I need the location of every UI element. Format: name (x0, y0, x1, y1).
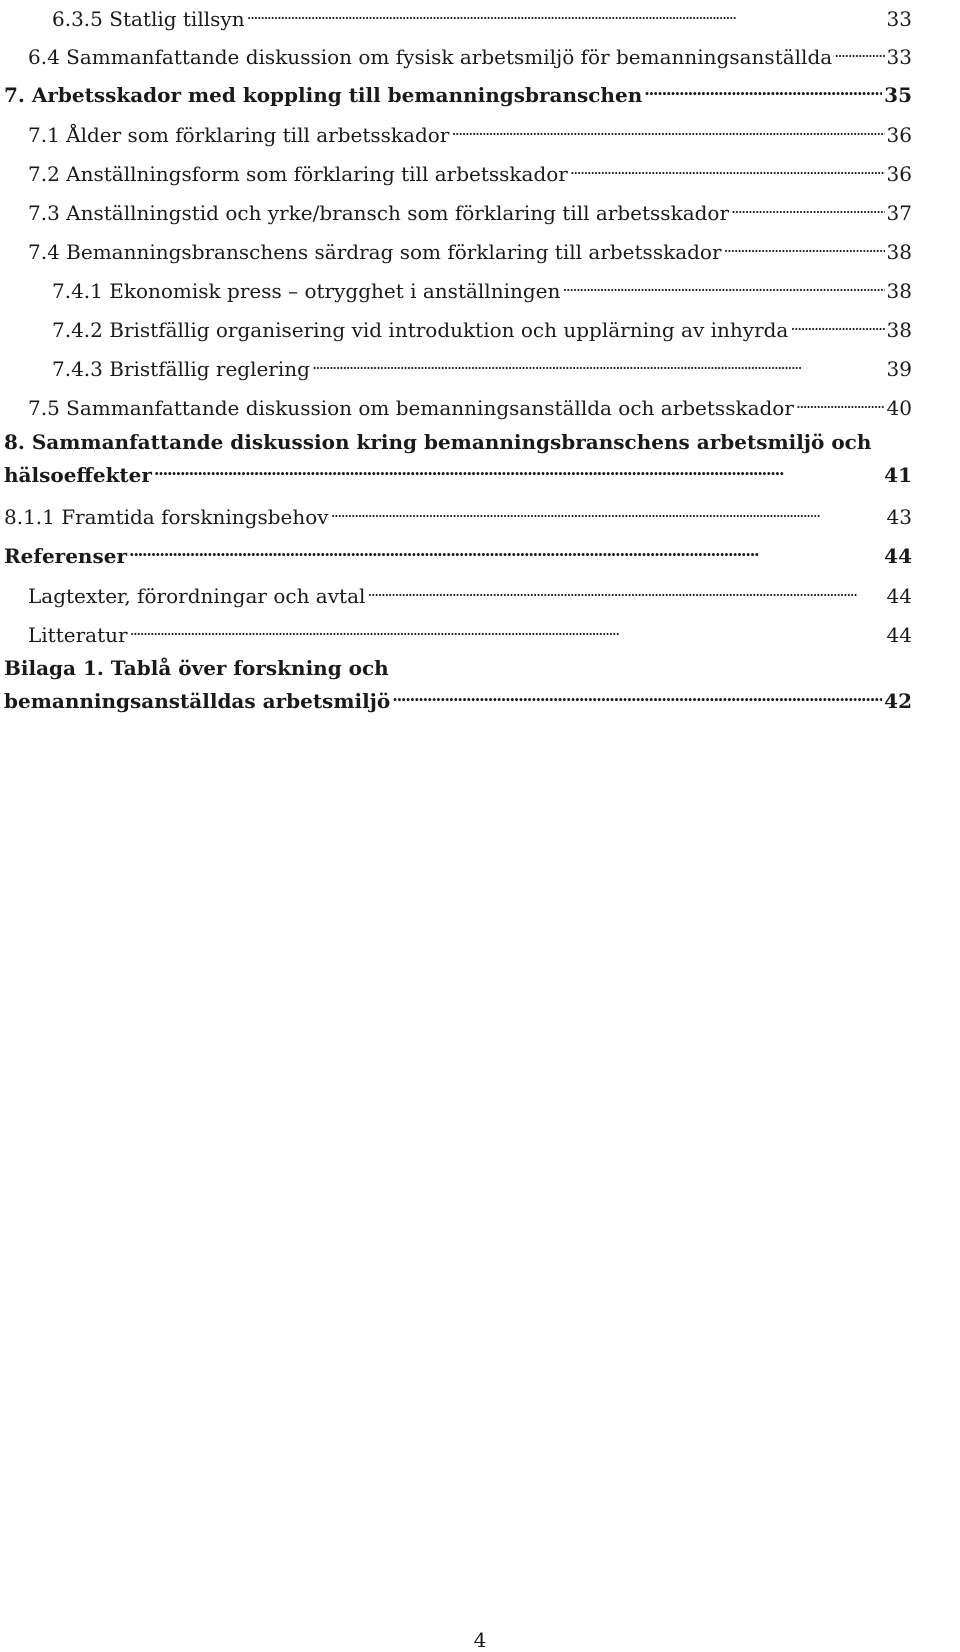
dot-leader (331, 500, 885, 524)
toc-entry-title: 7.4.3 Bristfällig reglering (52, 357, 310, 381)
toc-entry-title: 6.4 Sammanfattande diskussion om fysisk arbetsmiljö för bemanningsanställda (28, 45, 833, 69)
dot-leader (154, 458, 882, 482)
dot-leader (392, 684, 882, 708)
toc-entry-page: 38 (886, 240, 912, 264)
toc-entry-page: 43 (886, 505, 912, 529)
toc-entry[interactable] (52, 274, 912, 304)
toc-entry-title: Bilaga 1. Tablå över forskning och (4, 656, 389, 680)
dot-leader (247, 2, 885, 26)
toc-entry-page: 36 (886, 162, 912, 186)
dot-leader (129, 539, 882, 563)
toc-entry-title: 7.4 Bemanningsbranschens särdrag som förklaring till arbetsskador (28, 240, 722, 264)
toc-entry[interactable] (28, 118, 912, 148)
toc-entry-title: 7.4.1 Ekonomisk press – otrygghet i anställningen (52, 279, 561, 303)
dot-leader (562, 274, 884, 298)
toc-entry[interactable] (52, 352, 912, 382)
toc-entry[interactable] (28, 391, 912, 421)
toc-entry-page: 42 (884, 689, 912, 713)
toc-entry[interactable] (28, 618, 912, 648)
toc-entry-page: 44 (886, 584, 912, 608)
toc-entry-page: 41 (884, 463, 912, 487)
toc-entry[interactable] (28, 196, 912, 226)
toc-entry-title: Lagtexter, förordningar och avtal (28, 584, 366, 608)
toc-entry[interactable] (4, 427, 912, 491)
toc-entry-title: 7.3 Anställningstid och yrke/bransch som förklaring till arbetsskador (28, 201, 730, 225)
toc-entry-page: 44 (886, 623, 912, 647)
toc-entry[interactable] (28, 579, 912, 609)
toc-entry[interactable] (28, 40, 912, 70)
dot-leader (724, 235, 885, 259)
toc-entry[interactable] (52, 2, 912, 32)
toc-entry-title: Referenser (4, 544, 127, 568)
toc-entry-page: 39 (886, 357, 912, 381)
toc-entry[interactable] (28, 235, 912, 265)
dot-leader (796, 391, 885, 415)
toc-entry[interactable] (4, 78, 912, 108)
toc-entry-page: 40 (886, 396, 912, 420)
dot-leader (834, 40, 884, 64)
toc-entry-title: Litteratur (28, 623, 128, 647)
toc-entry-page: 35 (884, 83, 912, 107)
toc-entry-title: 7.4.2 Bristfällig organisering vid introduktion och upplärning av inhyrda (52, 318, 789, 342)
toc-entry-title-continued: hälsoeffekter (4, 463, 152, 487)
toc-entry[interactable] (52, 313, 912, 343)
toc-entry-title: 8. Sammanfattande diskussion kring bemanningsbranschens arbetsmiljö och (4, 430, 872, 454)
dot-leader (312, 352, 885, 376)
toc-entry-page: 38 (886, 318, 912, 342)
toc-entry[interactable] (4, 500, 912, 530)
toc-entry[interactable] (28, 157, 912, 187)
dot-leader (130, 618, 885, 642)
toc-entry[interactable] (4, 539, 912, 569)
dot-leader (790, 313, 884, 337)
toc-entry-page: 37 (886, 201, 912, 225)
toc-entry-page: 33 (886, 45, 912, 69)
toc-entry-title: 7.5 Sammanfattande diskussion om bemanningsanställda och arbetsskador (28, 396, 794, 420)
dot-leader (731, 196, 885, 220)
toc-entry-page: 44 (884, 544, 912, 568)
toc-entry-page: 33 (886, 7, 912, 31)
toc-entry-page: 36 (886, 123, 912, 147)
toc-entry-title: 7.2 Anställningsform som förklaring till arbetsskador (28, 162, 568, 186)
toc-entry-page: 38 (886, 279, 912, 303)
toc-entry-title: 6.3.5 Statlig tillsyn (52, 7, 245, 31)
dot-leader (644, 78, 882, 102)
dot-leader (367, 579, 884, 603)
toc-entry-title: 7.1 Ålder som förklaring till arbetsskador (28, 123, 450, 147)
toc-entry-title-continued: bemanningsanställdas arbetsmiljö (4, 689, 391, 713)
toc-entry-title: 8.1.1 Framtida forskningsbehov (4, 505, 329, 529)
toc-entry[interactable] (4, 653, 912, 717)
dot-leader (570, 157, 885, 181)
page-number: 4 (473, 1628, 487, 1652)
dot-leader (451, 118, 884, 142)
toc-entry-title: 7. Arbetsskador med koppling till bemanningsbranschen (4, 83, 643, 107)
